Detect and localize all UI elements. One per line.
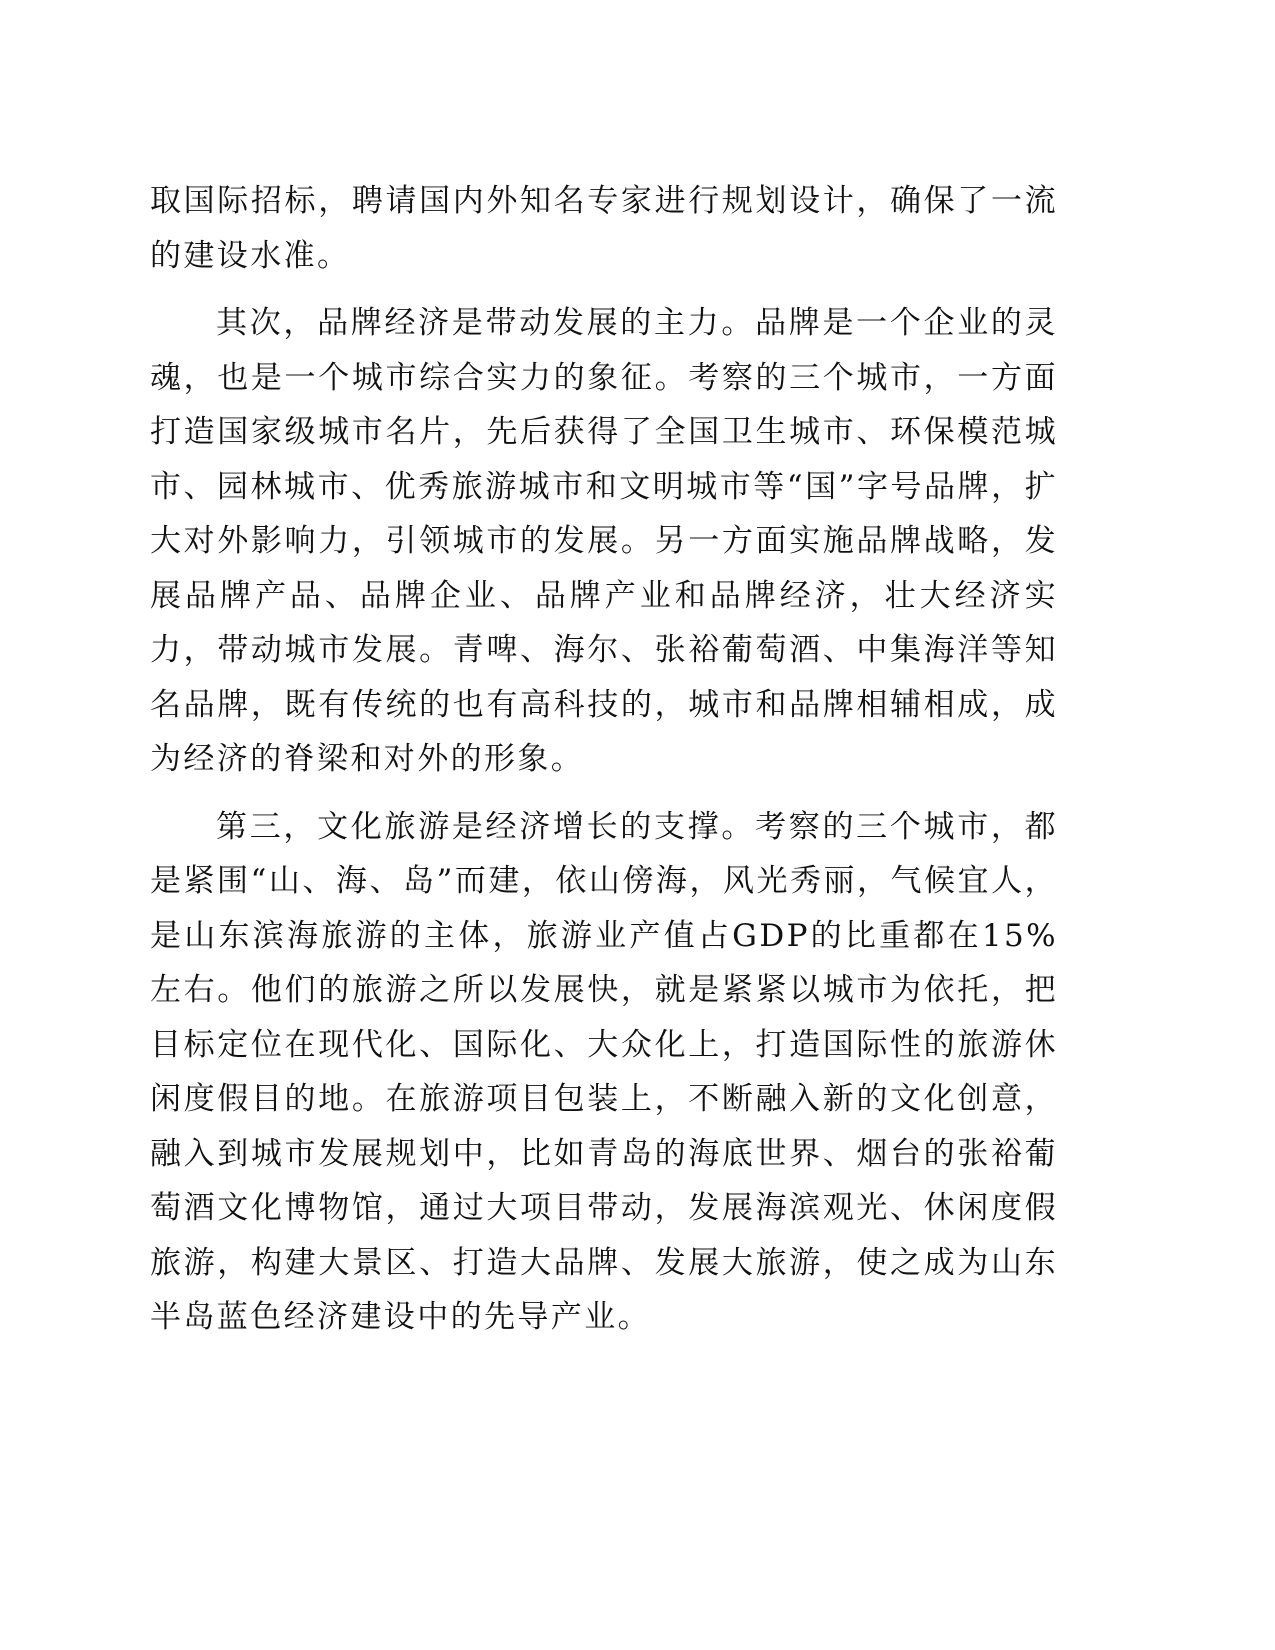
paragraph-culture-tourism: 第三，文化旅游是经济增长的支撑。考察的三个城市，都是紧围“山、海、岛”而建，依山傍海，风光秀丽，气候宜人，是山东滨海旅游的主体，旅游业产值占GDP的比重都在15%左右。他们的旅游之所以发展快，就是紧紧以城市为依托，把目标定位在现代化、国际化、大众化上，打造国际性的旅游休闲度假目的地。在旅游项目包装上，不断融入新的文化创意，融入到城市发展规划中，比如青岛的海底世界、烟台的张裕葡萄酒文化博物馆，通过大项目带动，发展海滨观光、休闲度假旅游，构建大景区、打造大品牌、发展大旅游，使之成为山东半岛蓝色经济建设中的先导产业。	[150, 808, 1058, 1335]
paragraph-continuation: 取国际招标，聘请国内外知名专家进行规划设计，确保了一流的建设水准。	[150, 183, 1058, 274]
body-text	[150, 174, 1058, 1358]
paragraph-brand-economy: 其次，品牌经济是带动发展的主力。品牌是一个企业的灵魂，也是一个城市综合实力的象征。考察的三个城市，一方面打造国家级城市名片，先后获得了全国卫生城市、环保模范城市、园林城市、优秀旅游城市和文明城市等“国”字号品牌，扩大对外影响力，引领城市的发展。另一方面实施品牌战略，发展品牌产品、品牌企业、品牌产业和品牌经济，壮大经济实力，带动城市发展。青啤、海尔、张裕葡萄酒、中集海洋等知名品牌，既有传统的也有高科技的，城市和品牌相辅相成，成为经济的脊梁和对外的形象。	[150, 305, 1058, 777]
